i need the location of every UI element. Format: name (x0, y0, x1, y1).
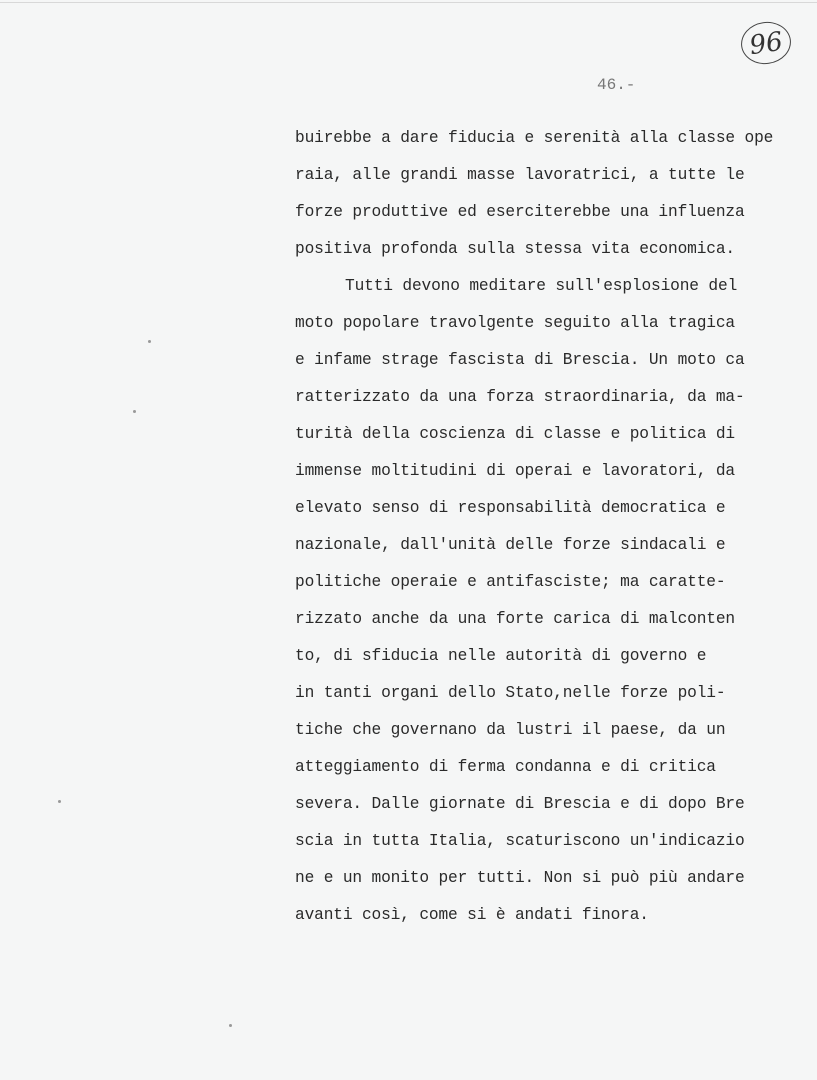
text-line: in tanti organi dello Stato,nelle forze poli- (295, 684, 726, 702)
text-line: e infame strage fascista di Brescia. Un moto ca (295, 351, 745, 369)
text-line: atteggiamento di ferma condanna e di critica (295, 758, 716, 776)
archive-number-stamp: 96 (738, 19, 793, 68)
typed-text-body (295, 120, 795, 934)
text-line: to, di sfiducia nelle autorità di governo e (295, 647, 707, 665)
text-line: scia in tutta Italia, scaturiscono un'indicazio (295, 832, 745, 850)
text-line: ratterizzato da una forza straordinaria, da ma- (295, 388, 745, 406)
text-line: positiva profonda sulla stessa vita economica. (295, 240, 735, 258)
paper-speck (229, 1024, 232, 1027)
text-line: raia, alle grandi masse lavoratrici, a tutte le (295, 166, 745, 184)
text-line: nazionale, dall'unità delle forze sindacali e (295, 536, 726, 554)
page-number: 46.- (597, 76, 636, 94)
text-line: forze produttive ed eserciterebbe una influenza (295, 203, 745, 221)
text-line: turità della coscienza di classe e politica di (295, 425, 735, 443)
text-line: avanti così, come si è andati finora. (295, 906, 649, 924)
text-line: buirebbe a dare fiducia e serenità alla classe ope (295, 129, 774, 147)
paper-speck (133, 410, 136, 413)
text-line: tiche che governano da lustri il paese, da un (295, 721, 726, 739)
text-line: rizzato anche da una forte carica di malconten (295, 610, 735, 628)
text-line: severa. Dalle giornate di Brescia e di dopo Bre (295, 795, 745, 813)
paper-speck (148, 340, 151, 343)
page-top-edge (0, 2, 817, 3)
text-line: elevato senso di responsabilità democratica e (295, 499, 726, 517)
text-line: ne e un monito per tutti. Non si può più andare (295, 869, 745, 887)
text-line-paragraph-start: Tutti devono meditare sull'esplosione del (345, 277, 738, 295)
text-line: immense moltitudini di operai e lavoratori, da (295, 462, 735, 480)
text-line: moto popolare travolgente seguito alla tragica (295, 314, 735, 332)
paper-speck (58, 800, 61, 803)
text-line: politiche operaie e antifasciste; ma caratte- (295, 573, 726, 591)
